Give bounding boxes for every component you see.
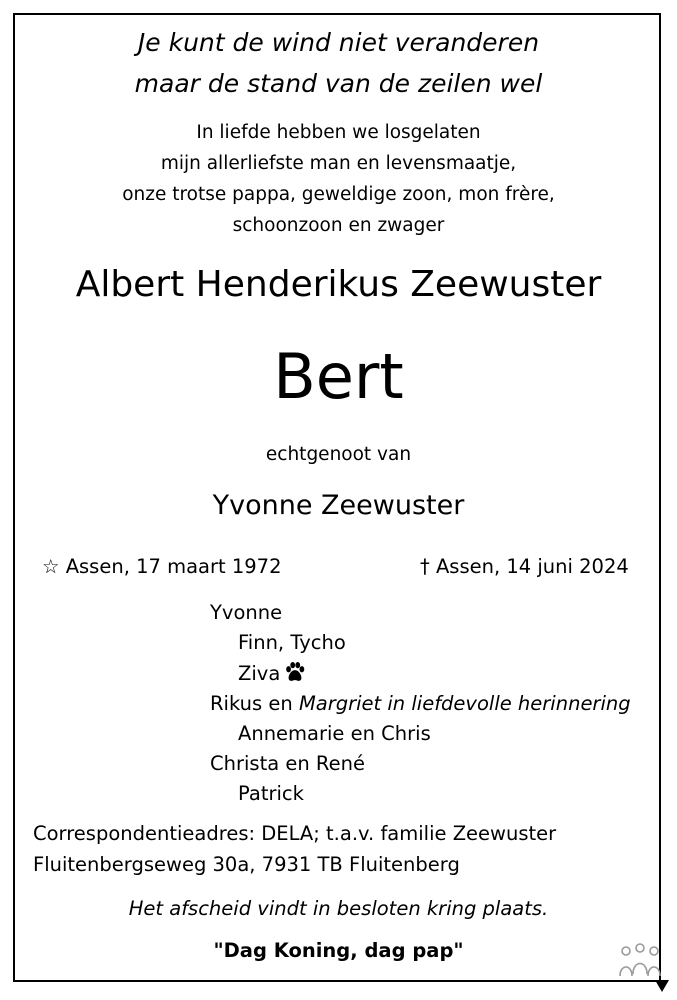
intro-line-3: onze trotse pappa, geweldige zoon, mon frère,	[122, 184, 555, 205]
paw-icon	[284, 661, 306, 683]
intro-line-2: mijn allerliefste man en levensmaatje,	[160, 153, 517, 174]
intro-line-4: schoonzoon en zwager	[232, 215, 445, 236]
family-line-7: Patrick	[238, 782, 304, 805]
triangle-down-icon[interactable]	[654, 979, 670, 993]
motto-line-1: Je kunt de wind niet veranderen	[137, 28, 540, 57]
spouse-name: Yvonne Zeewuster	[212, 490, 465, 521]
address-line-1: Correspondentieadres: DELA; t.a.v. familie Zeewuster	[33, 822, 557, 845]
family-name-rikus: Rikus en	[210, 692, 293, 715]
birth-line	[42, 555, 282, 578]
family-line-1: Yvonne	[210, 601, 283, 624]
closing-quote: "Dag Koning, dag pap"	[213, 939, 464, 962]
birth-date: Assen, 17 maart 1972	[65, 555, 282, 578]
motto-line-2: maar de stand van de zeilen wel	[134, 69, 543, 98]
star-icon: ☆	[42, 555, 60, 578]
deceased-nickname: Bert	[273, 340, 404, 413]
address-line-2: Fluitenbergseweg 30a, 7931 TB Fluitenberg	[33, 853, 460, 876]
people-group-logo	[617, 942, 663, 982]
family-line-4	[210, 692, 631, 715]
family-line-2: Finn, Tycho	[238, 631, 346, 654]
family-name-ziva: Ziva	[238, 662, 281, 685]
death-date: Assen, 14 juni 2024	[435, 555, 629, 578]
intro-line-1: In liefde hebben we losgelaten	[196, 122, 481, 143]
family-remembrance: Margriet in liefdevolle herinnering	[298, 692, 631, 715]
family-line-5: Annemarie en Chris	[238, 722, 431, 745]
family-line-3	[238, 661, 306, 685]
relation-text: echtgenoot van	[265, 444, 412, 465]
deceased-full-name: Albert Henderikus Zeewuster	[75, 264, 602, 305]
farewell-text: Het afscheid vindt in besloten kring plaats.	[128, 897, 549, 920]
death-line	[420, 555, 629, 578]
cross-icon: †	[420, 555, 430, 578]
family-line-6: Christa en René	[210, 752, 365, 775]
